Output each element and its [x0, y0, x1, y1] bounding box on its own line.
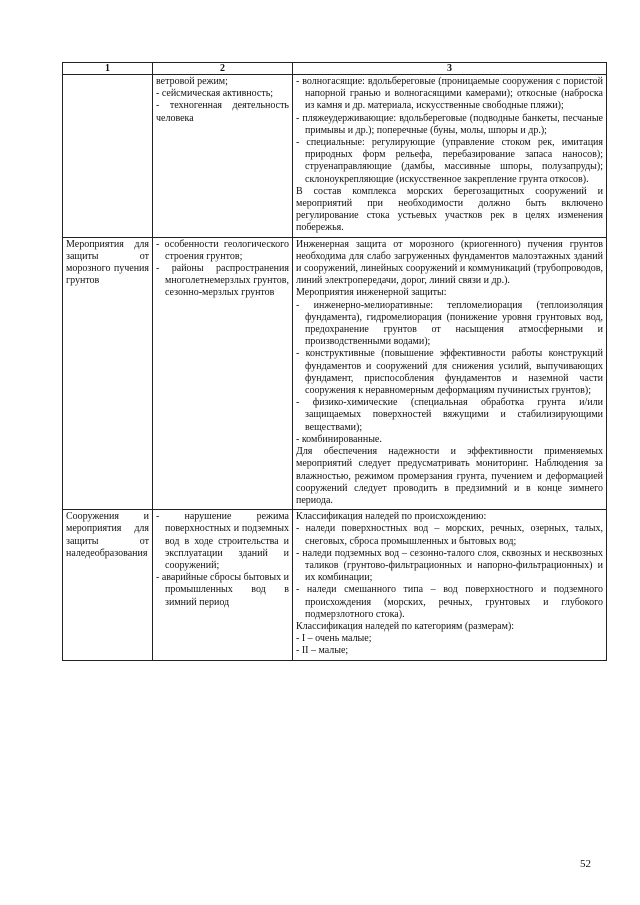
row2-col3-item: - инженерно-мелиоративные: тепломелиорация (теплоизоляция фундамента), гидромелиорация (понижение уровня грунтовых вод, предохранение грунтов от насыщения атмосферными и производственными водами); [296, 299, 603, 348]
table-row [63, 75, 607, 238]
row2-col2-item: - особенности геологического строения грунтов; [156, 238, 289, 262]
header-col-2: 2 [153, 63, 293, 75]
row3-col3-paragraph: Классификация наледей по категориям (размерам): [296, 620, 515, 632]
row1-col3-item: - специальные: регулирующие (управление стоком рек, имитация природных форм рельефа, перебазирование запаса наносов); струенаправляющие (дамбы, массивные шпоры, полузапруды); склоноукрепляющие (искусственное закрепление грунта откосов). [296, 137, 603, 185]
row3-col3-item: - наледи подземных вод – сезонно-талого слоя, сквозных и несквозных таликов (грунтово-фильтрационных и напорно-фильтрационных) и их комбинации; [296, 547, 603, 584]
row3-col1: Сооружения и мероприятия для защиты от наледеобразования [63, 510, 153, 660]
row2-col3-item: - физико-химические (специальная обработка грунта и/или защищаемых поверхностей вяжущими и стабилизирующими веществами); [296, 397, 603, 433]
row1-col1 [63, 75, 153, 238]
row1-col2-line: - техногенная деятельность человека [156, 100, 289, 124]
row1-col3-item: - волногасящие: вдольбереговые (проницаемые сооружения с пористой напорной гранью и волногасящими камерами); откосные (наброска из камня и др. материала, искусственные свободные пляжи); [296, 76, 603, 112]
row2-col3-paragraph: Инженерная защита от морозного (криогенного) пучения грунтов необходима для слабо загруженных фундаментов малоэтажных зданий и сооружений, линейных сооружений и коммуникаций (трубопроводов, линий электропередачи, дорог, линий связи и др.). [296, 238, 603, 287]
measures-table [62, 62, 607, 661]
row1-col2-line: ветровой режим; [156, 76, 228, 87]
row3-col3-item: - наледи поверхностных вод – морских, речных, озерных, талых, снеговых, сброса промышленных и бытовых вод; [296, 523, 603, 547]
header-col-3: 3 [293, 63, 607, 75]
row3-col3 [293, 510, 607, 660]
row3-col2 [153, 510, 293, 660]
page-number: 52 [580, 858, 591, 870]
row2-col3-item: - комбинированные. [296, 433, 382, 445]
row1-col2 [153, 75, 293, 238]
row3-col3-paragraph: Классификация наледей по происхождению: [296, 511, 487, 523]
row3-col3-item: - I – очень малые; [296, 633, 372, 645]
table-header-row [63, 63, 607, 75]
row3-col3-item: - наледи смешанного типа – вод поверхностного и подземного происхождения (морских, речных, грунтовых и глубокого подмерзлотного стока). [296, 584, 603, 620]
row2-col3-paragraph: Для обеспечения надежности и эффективности применяемых мероприятий следует предусматривать мониторинг. Наблюдения за влажностью, режимом промерзания грунта, пучением и деформацией сооружений следует проводить в предзимний и в конце зимнего периода. [296, 446, 603, 506]
row1-col3-paragraph: В состав комплекса морских берегозащитных сооружений и мероприятий при необходимости должно быть включено регулирование стока устьевых участков рек в целях изменения побережья. [296, 185, 603, 234]
row2-col3-paragraph: Мероприятия инженерной защиты: [296, 287, 447, 299]
table-row [63, 510, 607, 660]
row1-col3 [293, 75, 607, 238]
row2-col3-item: - конструктивные (повышение эффективности работы конструкций фундаментов и сооружений для снижения усилий, выпучивающих фундамент, приспособления фундаментов и наземной части сооружения к неравномерным деформациям пучинистых грунтов); [296, 348, 603, 397]
row1-col3-item: - пляжеудерживающие: вдольбереговые (подводные банкеты, песчаные примывы и др.); поперечные (буны, молы, шпоры и др.); [296, 112, 603, 136]
row3-col3-item: - II – малые; [296, 645, 349, 657]
row2-col2-item: - районы распространения многолетнемерзлых грунтов, сезонно-мерзлых грунтов [156, 263, 289, 299]
row2-col1: Мероприятия для защиты от морозного пучения грунтов [63, 237, 153, 509]
row2-col3 [293, 237, 607, 509]
table-row [63, 237, 607, 509]
row3-col2-item: - нарушение режима поверхностных и подземных вод в ходе строительства и эксплуатации зданий и сооружений; [156, 511, 289, 571]
row2-col2 [153, 237, 293, 509]
row3-col2-item: - аварийные сбросы бытовых и промышленных вод в зимний период [156, 572, 289, 608]
row1-col2-line: - сейсмическая активность; [156, 88, 274, 100]
header-col-1: 1 [63, 63, 153, 75]
